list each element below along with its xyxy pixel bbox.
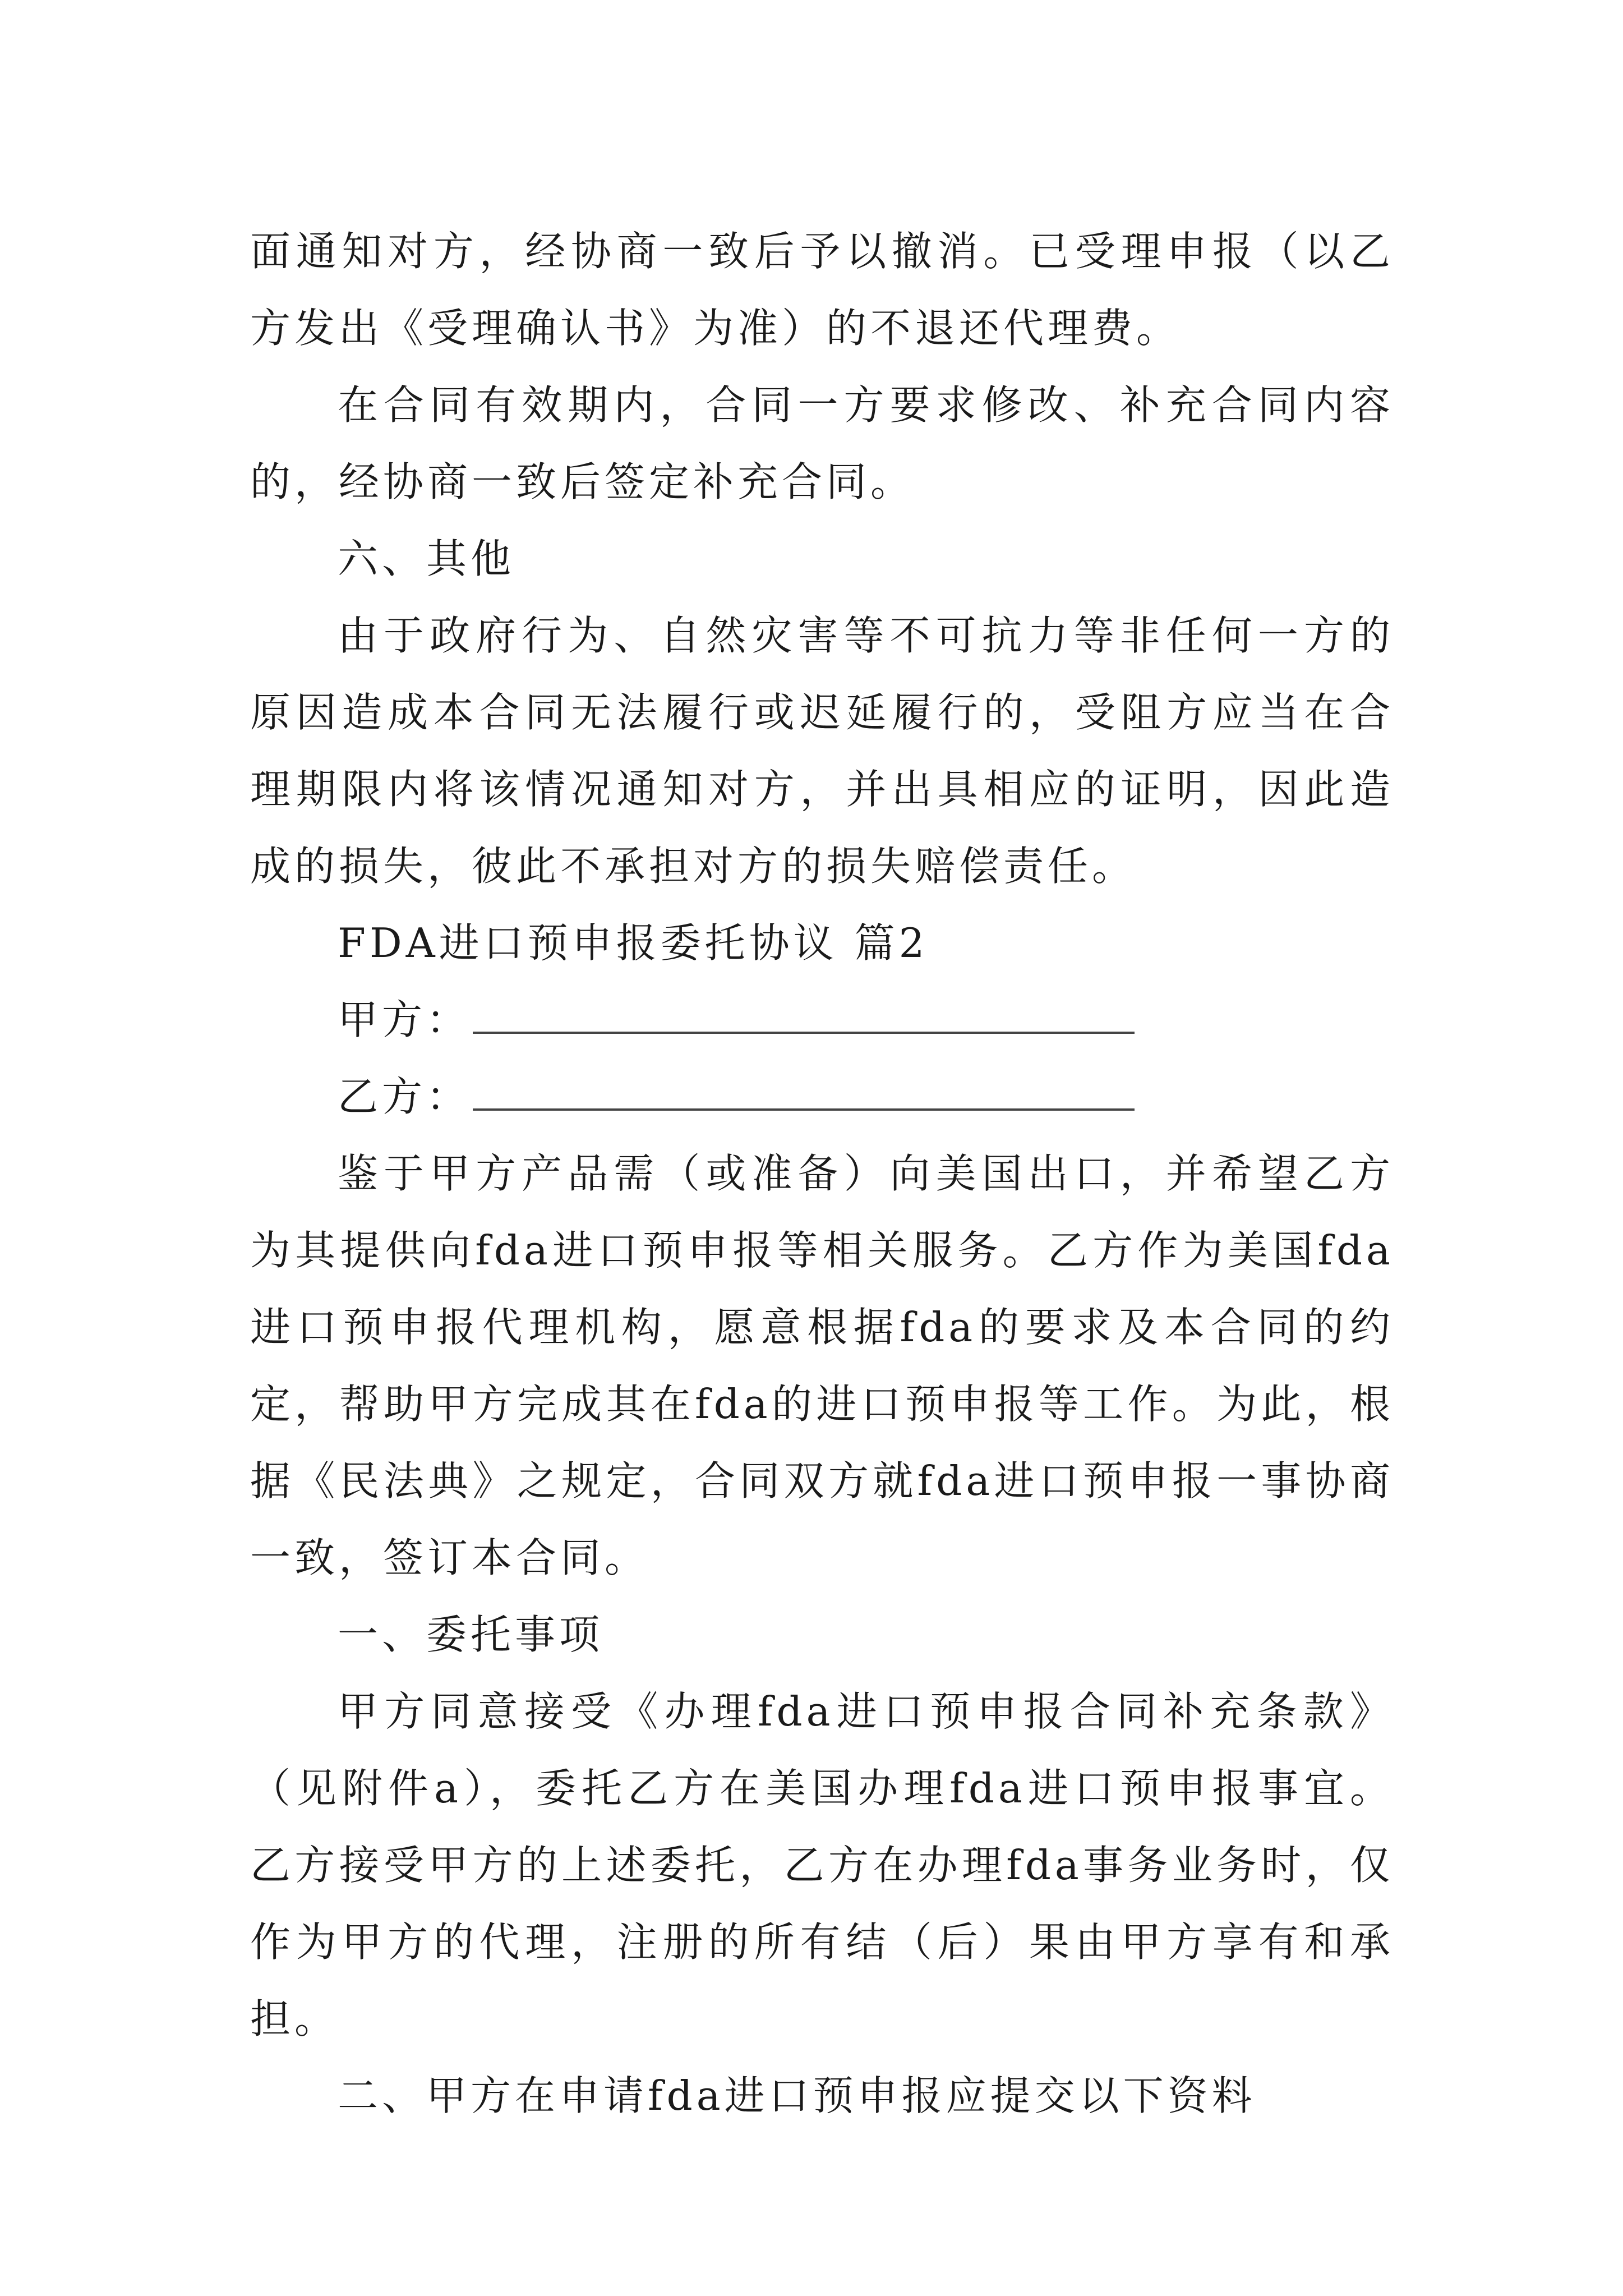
paragraph-withdrawal-notice: 面通知对方，经协商一致后予以撤消。已受理申报（以乙方发出《受理确认书》为准）的不退还代理费。	[250, 228, 1394, 352]
party-b-label: 乙方：	[338, 1073, 471, 1120]
section-heading-other: 六、其他	[338, 535, 515, 582]
paragraph-entrusted-matters: 甲方同意接受《办理fda进口预申报合同补充条款》（见附件a），委托乙方在美国办理fda进口预申报事宜。乙方接受甲方的上述委托，乙方在办理fda事务业务时，仅作为甲方的代理，注册的所有结（后）果由甲方享有和承担。	[250, 1688, 1394, 2042]
party-b-blank-line	[473, 1076, 1135, 1111]
paragraph-contract-amendment: 在合同有效期内，合同一方要求修改、补充合同内容的，经协商一致后签定补充合同。	[250, 381, 1394, 505]
paragraph-preamble: 鉴于甲方产品需（或准备）向美国出口，并希望乙方为其提供向fda进口预申报等相关服务。乙方作为美国fda进口预申报代理机构，愿意根据fda的要求及本合同的约定，帮助甲方完成其在fda的进口预申报等工作。为此，根据《民法典》之规定，合同双方就fda进口预申报一事协商一致，签订本合同。	[250, 1150, 1394, 1581]
document-page	[250, 213, 1394, 2134]
party-b-field	[250, 1059, 1394, 1135]
paragraph-force-majeure: 由于政府行为、自然灾害等不可抗力等非任何一方的原因造成本合同无法履行或迟延履行的，受阻方应当在合理期限内将该情况通知对方，并出具相应的证明，因此造成的损失，彼此不承担对方的损失赔偿责任。	[250, 612, 1394, 890]
document-title-part-2: FDA进口预申报委托协议 篇2	[338, 919, 929, 967]
party-a-field	[250, 982, 1394, 1059]
party-a-label: 甲方：	[338, 996, 471, 1043]
section-heading-entrusted-matters: 一、委托事项	[338, 1611, 604, 1658]
party-a-blank-line	[473, 999, 1135, 1034]
section-heading-required-materials: 二、甲方在申请fda进口预申报应提交以下资料	[338, 2072, 1256, 2119]
